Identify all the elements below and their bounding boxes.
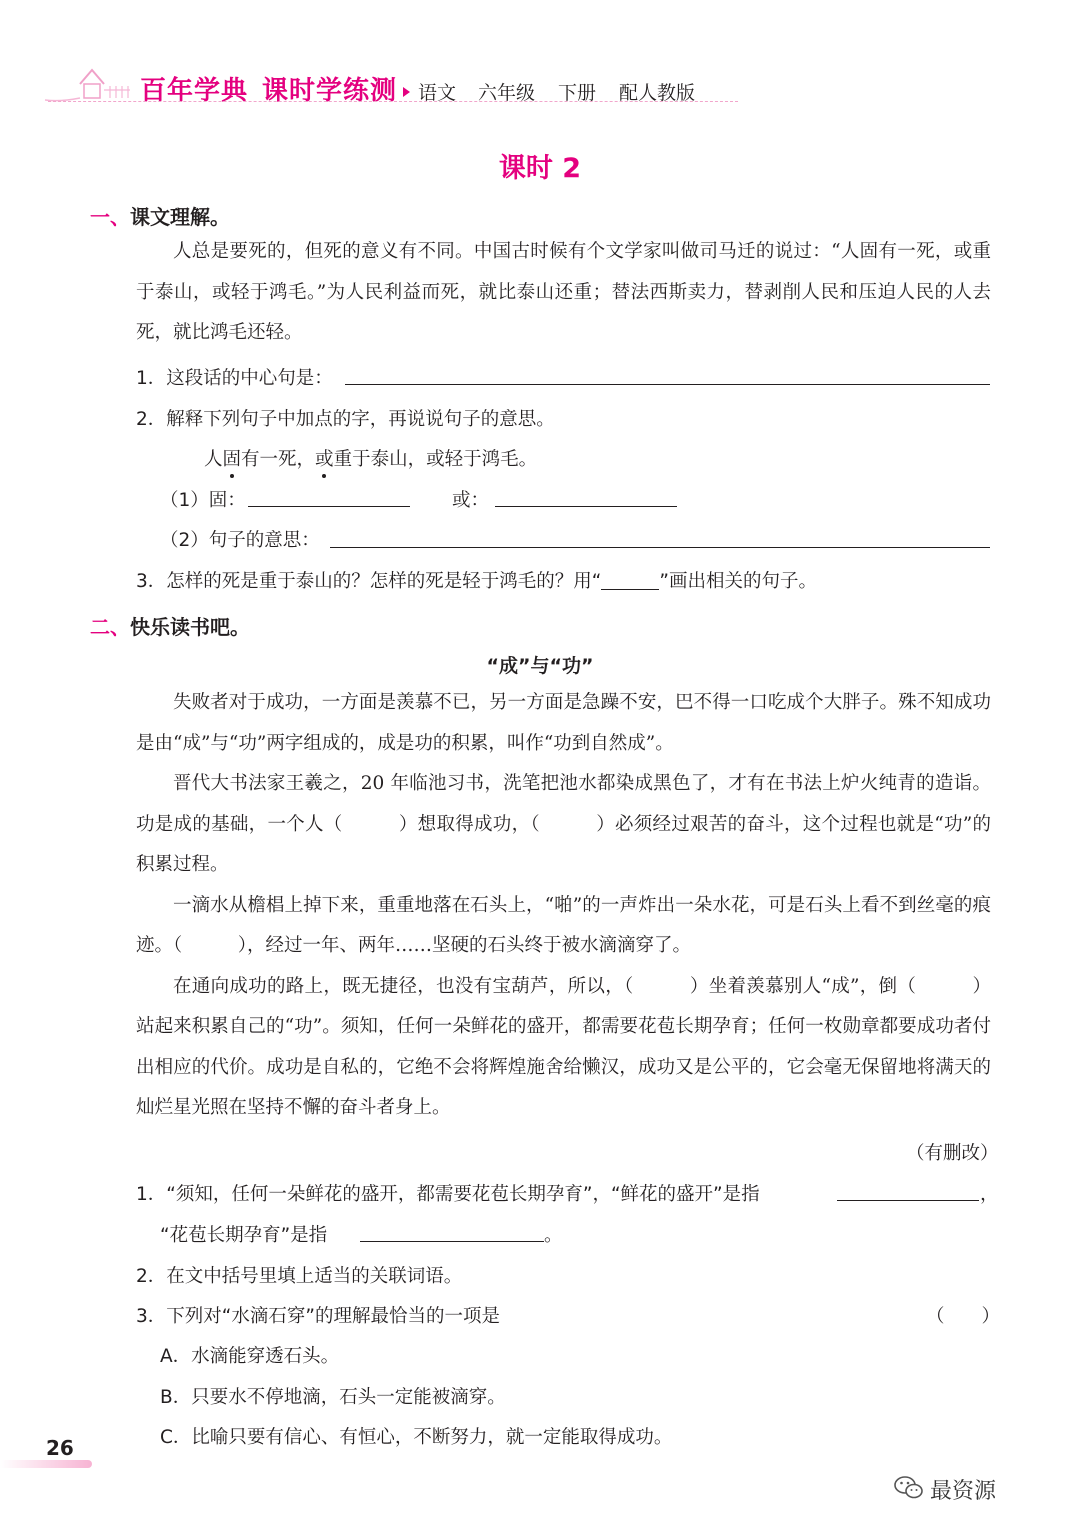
passage-paragraph: 人总是要死的，但死的意义有不同。中国古时候有个文学家叫做司马迁的说过：“人固有一死，或重于泰山，或轻于鸿毛。”为人民利益而死，就比泰山还重；替法西斯卖力，替剥削人民和压迫人民的人去死，就比鸿毛还轻。 (136, 241, 991, 343)
quote-part: 有一死， (241, 449, 316, 470)
option-c[interactable]: C．比喻只要有信心、有恒心，不断努力，就一定能取得成功。 (160, 1427, 673, 1448)
brand-series: 课时学练测 (262, 76, 398, 106)
s1-q3-text-b: ”画出相关的句子。 (659, 571, 817, 592)
header-edition: 配人教版 (619, 82, 696, 104)
s2-question-1-part-b: “花苞长期孕育”是指 (160, 1225, 328, 1246)
source-note: （有删改） (906, 1143, 999, 1164)
s1-q2-1-gu-blank[interactable] (248, 506, 410, 507)
option-b[interactable]: B．只要水不停地滴，石头一定能被滴穿。 (160, 1387, 506, 1408)
page-number-bar (0, 1460, 92, 1468)
section-1-title: 课文理解。 (130, 205, 230, 229)
header-arrow-icon (403, 87, 410, 97)
article-paragraph: 一滴水从檐椙上掉下来，重重地落在石头上，“啪”的一声炸出一朵水花，可是石头上看不到丝毫的痕迹。（ ），经过一年、两年……坚硬的石头终于被水滴滴穿了。 (136, 894, 991, 956)
brand-name: 百年学典 (140, 76, 249, 106)
s1-q2-2-blank[interactable] (330, 547, 990, 548)
lesson-title: 课时 2 (498, 153, 582, 184)
s2-q1-blank-a[interactable] (837, 1200, 979, 1201)
s2-question-3: 3．下列对“水滴石穿”的理解最恰当的一项是 (136, 1306, 500, 1327)
article-body (136, 683, 991, 1129)
header-volume: 下册 (558, 82, 597, 104)
page-number: 26 (46, 1436, 74, 1460)
section-1-heading (90, 201, 230, 230)
quote-part: 重于泰山，或轻于鸿毛。 (333, 449, 538, 470)
emphasized-char-gu: 固 (223, 445, 242, 471)
quote-part: 人 (204, 449, 223, 470)
s1-q2-quote (204, 445, 537, 471)
s1-question-1: 1．这段话的中心句是： (136, 368, 333, 389)
article-paragraph: 失败者对于成功，一方面是羡慕不已，另一方面是急躁不安，巴不得一口吃成个大胖子。殊不知成功是由“成”与“功”两字组成的，成是功的积累，叫作“功到自然成”。 (136, 692, 991, 754)
s1-q1-answer-blank[interactable] (345, 384, 990, 385)
watermark: 最资源 (930, 1479, 997, 1504)
s2-q1-blank-b[interactable] (360, 1241, 544, 1242)
section-1-number: 一、 (90, 205, 130, 229)
option-a[interactable]: A．水滴能穿透石头。 (160, 1346, 340, 1367)
emphasized-char-huo: 或 (315, 445, 334, 471)
header-divider (48, 101, 738, 102)
s1-q2-1-huo-blank[interactable] (495, 506, 677, 507)
s2-q1-comma: ， (980, 1184, 999, 1205)
s1-q2-1-huo-label: 或： (452, 490, 490, 511)
section-2-number: 二、 (90, 615, 130, 639)
s2-question-1: 1．“须知，任何一朵鲜花的盛开，都需要花苞长期孕育”，“鲜花的盛开”是指 (136, 1184, 760, 1205)
article-paragraph: 在通向成功的路上，既无捷径，也没有宝葫芦，所以，（ ）坐着羡慕别人“成”，倒（ ）站起来积累自己的“功”。须知，任何一朵鲜花的盛开，都需要花苞长期孕育；任何一枚勋章都要成功者付出相应的代价。成功是自私的，它绝不会将辉煌施舍给懒汉，成功又是公平的，它会毫无保留地将满天的灿烂星光照在坚持不懈的奋斗者身上。 (136, 975, 991, 1118)
s2-q1-period: 。 (544, 1225, 563, 1246)
article-paragraph: 晋代大书法家王羲之，20 年临池习书，洗笔把池水都染成黑色了，才有在书法上炉火纯青的造诣。功是成的基础，一个人（ ）想取得成功，（ ）必须经过艰苦的奋斗，这个过程也就是“功”的积累过程。 (136, 773, 991, 875)
section-1-passage (136, 232, 991, 354)
article-title: “成”与“功” (486, 655, 594, 677)
underline-sample (601, 575, 659, 590)
header-subject: 语文 (418, 82, 457, 104)
s1-q2-1-gu-label: （1）固： (160, 490, 246, 511)
s1-q2-2-label: （2）句子的意思： (160, 530, 320, 551)
wechat-icon (893, 1474, 925, 1502)
s2-question-2: 2．在文中括号里填上适当的关联词语。 (136, 1266, 463, 1287)
header-grade: 六年级 (478, 82, 536, 104)
s1-question-2: 2．解释下列句子中加点的字，再说说句子的意思。 (136, 409, 555, 430)
s1-question-3 (136, 567, 817, 593)
section-2-heading (90, 611, 250, 640)
section-2-title: 快乐读书吧。 (130, 615, 250, 639)
s2-q3-answer-paren[interactable]: （ ） (926, 1306, 1001, 1327)
s1-q3-text-a: 3．怎样的死是重于泰山的？怎样的死是轻于鸿毛的？用“ (136, 571, 602, 592)
